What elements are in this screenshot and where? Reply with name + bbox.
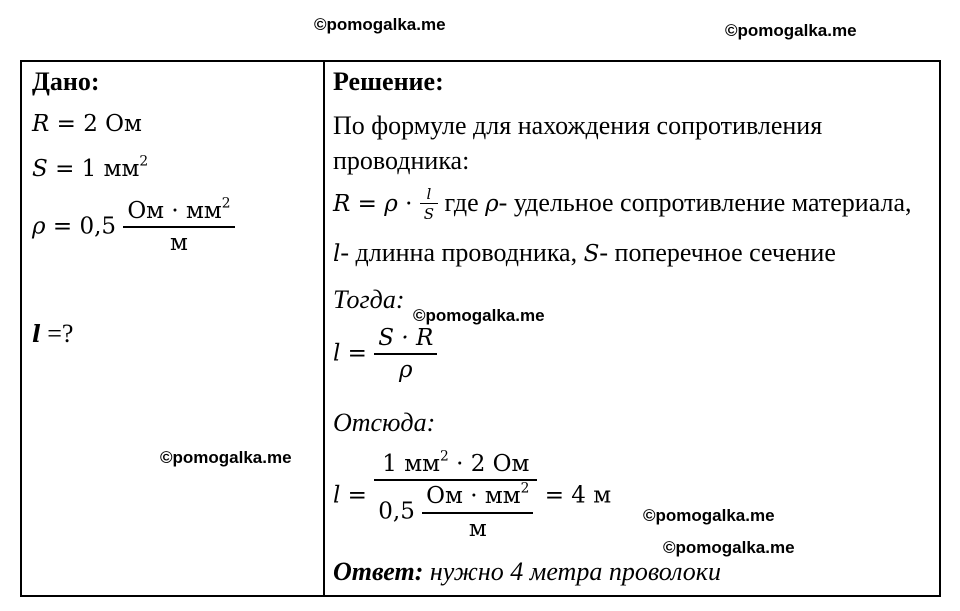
- resistance-formula-line: R = ρ · $\frac{l}{S}$ где ρ- удельное сопротивление материала,: [333, 185, 912, 224]
- given-resistance: R = 2 Ом: [32, 111, 142, 137]
- intro-line-1: По формуле для нахождения сопротивления: [333, 111, 823, 140]
- definitions-line: l- длинна проводника, S- поперечное сечение: [333, 238, 836, 267]
- formula-fraction: $\frac{l}{S}$: [420, 186, 438, 224]
- solution-table: [20, 60, 941, 597]
- watermark: ©pomogalka.me: [725, 21, 857, 40]
- solution-heading: Решение:: [333, 67, 444, 96]
- length-formula: l = $\frac{S \cdot R}{\rho}$: [333, 325, 437, 384]
- then-label: Тогда:: [333, 285, 405, 314]
- units-fraction: $\frac{Ом \cdot мм^2}{м}$: [422, 483, 533, 542]
- find-length: l =?: [32, 319, 74, 348]
- watermark: ©pomogalka.me: [663, 538, 795, 557]
- watermark: ©pomogalka.me: [160, 448, 292, 467]
- column-divider: [323, 62, 325, 595]
- hence-label: Отсюда:: [333, 408, 436, 437]
- watermark: ©pomogalka.me: [314, 15, 446, 34]
- length-formula-fraction: $\frac{S \cdot R}{\rho}$: [374, 325, 437, 384]
- given-resistivity: ρ = 0,5 $\frac{Ом \cdot мм^2}{м}$: [32, 198, 235, 257]
- resistivity-units-fraction: $\frac{Ом \cdot мм^2}{м}$: [123, 198, 234, 257]
- calculation: l = 1 $мм^2 \cdot 2$ Ом 0,5 $\frac{Ом \cdot мм^2}{м}$ = 4 м: [333, 448, 612, 542]
- answer-line: Ответ: нужно 4 метра проволоки: [333, 557, 721, 586]
- given-area: S = 1 $мм^2$: [32, 153, 149, 182]
- watermark: ©pomogalka.me: [643, 506, 775, 525]
- calculation-fraction: 1 $мм^2 \cdot 2$ Ом 0,5 $\frac{Ом \cdot мм^2}{м}$: [374, 451, 537, 542]
- given-heading: Дано:: [32, 67, 100, 96]
- watermark: ©pomogalka.me: [413, 306, 545, 325]
- intro-line-2: проводника:: [333, 146, 470, 175]
